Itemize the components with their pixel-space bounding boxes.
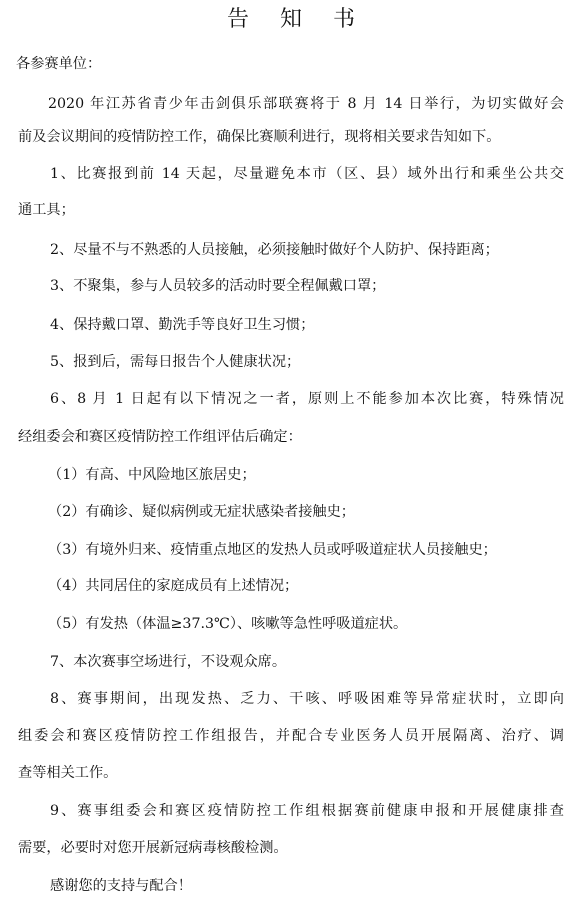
item-8-line-3: 查等相关工作。	[18, 765, 118, 781]
subitem-5: （5）有发热（体温≥37.3℃）、咳嗽等急性呼吸道症状。	[48, 616, 408, 632]
subitem-1: （1）有高、中风险地区旅居史；	[48, 467, 256, 483]
closing: 感谢您的支持与配合！	[50, 878, 192, 894]
item-6-line-1: 6、8 月 1 日起有以下情况之一者，原则上不能参加本次比赛，特殊情况	[50, 391, 564, 407]
item-5: 5、报到后，需每日报告个人健康状况；	[50, 354, 301, 370]
subitem-2: （2）有确诊、疑似病例或无症状感染者接触史；	[48, 504, 355, 520]
intro-line-1: 2020 年江苏省青少年击剑俱乐部联赛将于 8 月 14 日举行，为切实做好会	[48, 96, 564, 112]
item-3: 3、不聚集，参与人员较多的活动时要全程佩戴口罩；	[50, 278, 386, 294]
item-8-line-1: 8、赛事期间，出现发热、乏力、干咳、呼吸困难等异常症状时，立即向	[50, 691, 564, 707]
subitem-4: （4）共同居住的家庭成员有上述情况；	[48, 578, 299, 594]
document-title: 告 知 书	[227, 7, 367, 32]
item-9-line-2: 需要，必要时对您开展新冠病毒核酸检测。	[18, 840, 288, 856]
subitem-3: （3）有境外归来、疫情重点地区的发热人员或呼吸道症状人员接触史；	[48, 542, 497, 558]
intro-line-2: 前及会议期间的疫情防控工作，确保比赛顺利进行，现将相关要求告知如下。	[18, 129, 501, 145]
item-6-line-2: 经组委会和赛区疫情防控工作组评估后确定：	[18, 429, 302, 445]
item-4: 4、保持戴口罩、勤洗手等良好卫生习惯；	[50, 317, 315, 333]
item-9-line-1: 9、赛事组委会和赛区疫情防控工作组根据赛前健康申报和开展健康排查	[50, 803, 564, 819]
item-2: 2、尽量不与不熟悉的人员接触，必须接触时做好个人防护、保持距离；	[50, 242, 499, 258]
item-1-line-1: 1、比赛报到前 14 天起，尽量避免本市（区、县）域外出行和乘坐公共交	[50, 166, 564, 182]
item-7: 7、本次赛事空场进行，不设观众席。	[50, 654, 287, 670]
item-1-line-2: 通工具；	[18, 202, 75, 218]
item-8-line-2: 组委会和赛区疫情防控工作组报告，并配合专业医务人员开展隔离、治疗、调	[18, 728, 564, 744]
salutation: 各参赛单位：	[16, 56, 102, 72]
